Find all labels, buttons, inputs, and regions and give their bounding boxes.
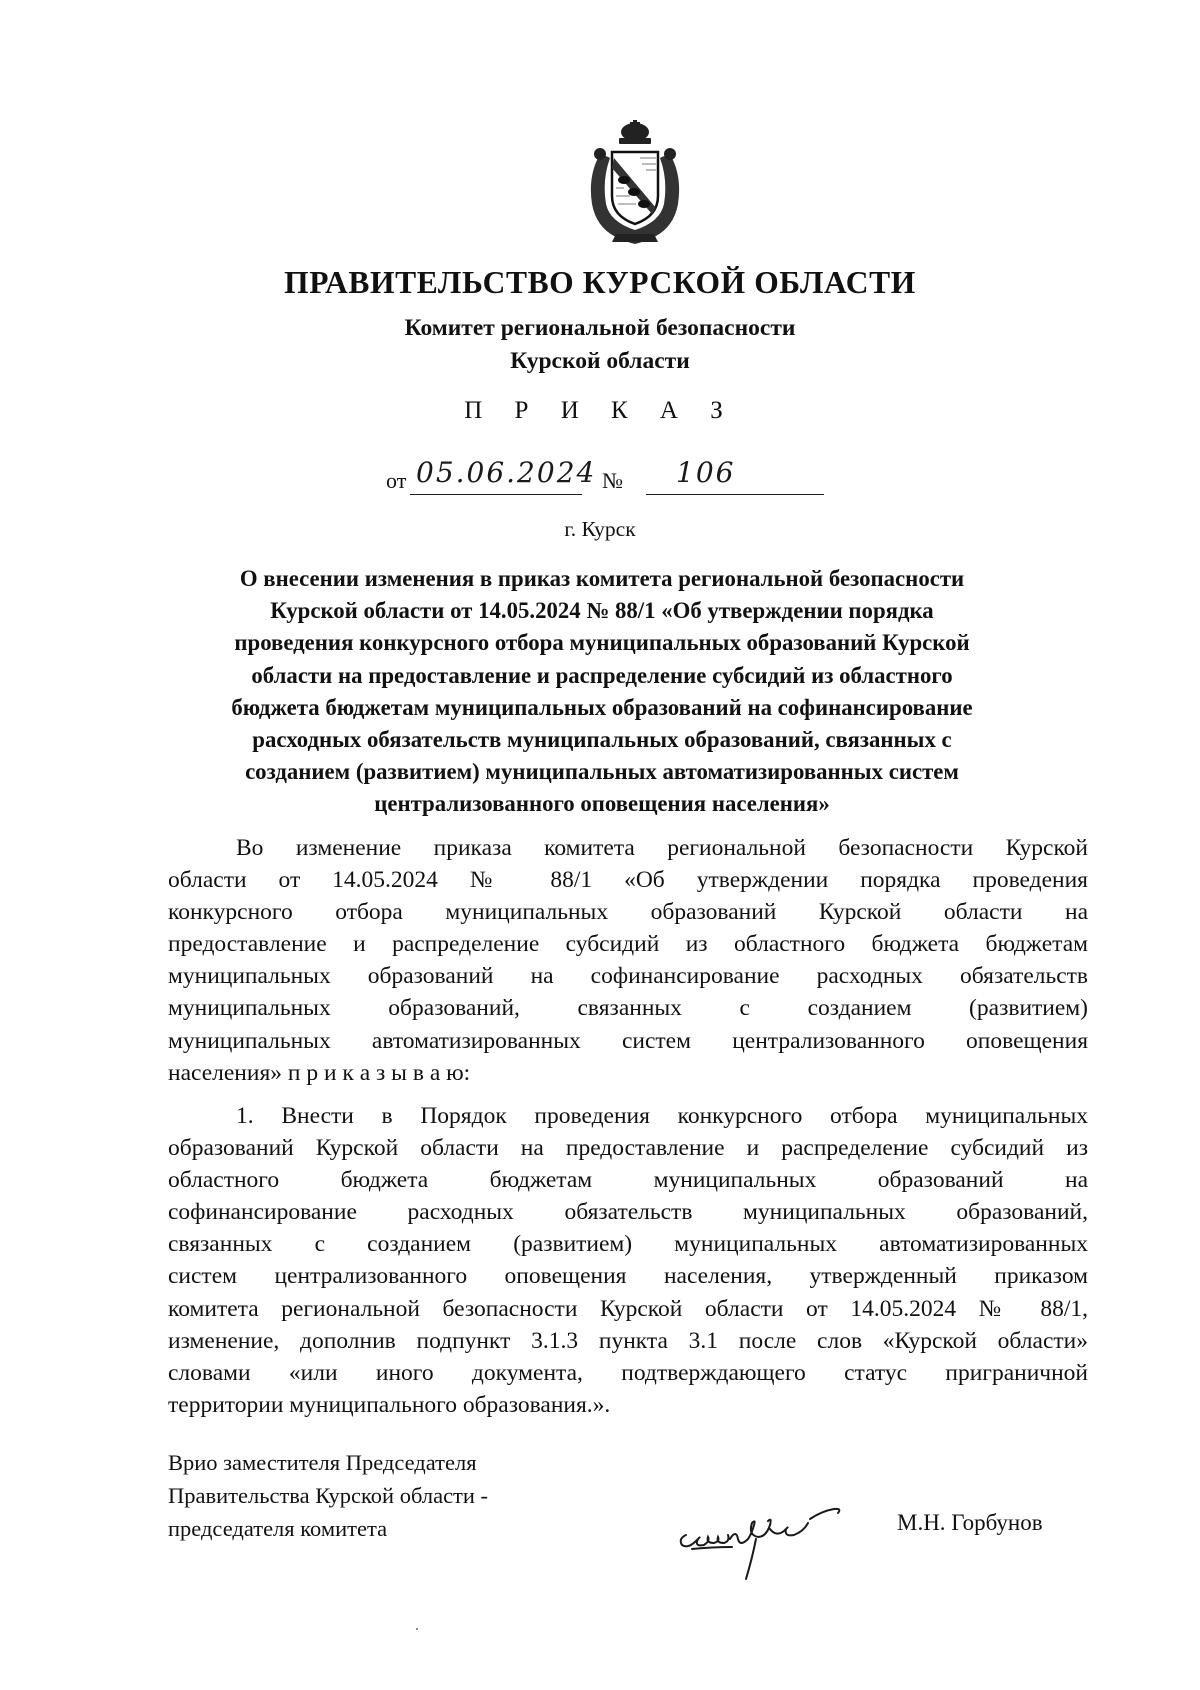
text-line: образований Курской области на предоставление и распределение субсидий из [168, 1135, 1088, 1162]
text-line: муниципальных образований на софинансирование расходных обязательств [168, 963, 1088, 990]
position-line: Правительства Курской области - [168, 1483, 489, 1508]
number-label: № [602, 468, 623, 493]
government-title: ПРАВИТЕЛЬСТВО КУРСКОЙ ОБЛАСТИ [284, 265, 916, 300]
text-line: изменение, дополнив подпункт 3.1.3 пункта 3.1 после слов «Курской области» [168, 1327, 1088, 1354]
text-line: территории муниципального образования.». [168, 1391, 611, 1418]
subject-line: проведения конкурсного отбора муниципальных образований Курской [234, 630, 970, 656]
number-underline [646, 494, 824, 495]
position-line: Врио заместителя Председателя [168, 1450, 477, 1475]
text-line: 1. Внести в Порядок проведения конкурсного отбора муниципальных [236, 1103, 1088, 1129]
subject-line: Курской области от 14.05.2024 № 88/1 «Об утверждении порядка [270, 598, 934, 624]
document-type: П Р И К А З [464, 397, 736, 424]
subject-line: централизованного оповещения населения» [374, 791, 830, 817]
subject-line: О внесении изменения в приказ комитета региональной безопасности [239, 566, 965, 591]
text-line: Во изменение приказа комитета региональной безопасности Курской [236, 835, 1088, 861]
scan-speck [416, 1628, 418, 1630]
committee-name-line: Комитет региональной безопасности [404, 315, 796, 341]
date-prefix: от [386, 468, 407, 493]
position-line: председателя комитета [168, 1516, 388, 1541]
date-underline [410, 494, 582, 495]
handwritten-signature [672, 1495, 882, 1590]
text-line: конкурсного отбора муниципальных образований Курской области на [168, 899, 1088, 926]
signer-name: М.Н. Горбунов [897, 1510, 1043, 1535]
order-subject [150, 563, 1054, 821]
subject-line: созданием (развитием) муниципальных автоматизированных систем [245, 759, 959, 785]
subject-line: области на предоставление и распределение субсидий из областного [251, 662, 953, 688]
committee-name-line: Курской области [510, 348, 690, 374]
text-line: областного бюджета бюджетам муниципальных образований на [168, 1167, 1088, 1194]
date-value: 05.06.2024 [416, 456, 597, 489]
committee-name [150, 312, 1050, 378]
text-line: словами «или иного документа, подтверждающего статус приграничной [168, 1359, 1088, 1386]
city: г. Курск [564, 517, 636, 541]
text-line: муниципальных автоматизированных систем централизованного оповещения [168, 1027, 1088, 1054]
number-value: 106 [676, 456, 736, 489]
text-line: населения» п р и к а з ы в а ю: [168, 1059, 471, 1086]
text-line: муниципальных образований, связанных с созданием (развитием) [168, 995, 1088, 1022]
item-1-paragraph [168, 1100, 1088, 1421]
text-line: систем централизованного оповещения населения, утвержденный приказом [168, 1263, 1088, 1290]
preamble-paragraph [168, 832, 1088, 1089]
subject-line: бюджета бюджетам муниципальных образований на софинансирование [231, 694, 973, 720]
text-line: комитета региональной безопасности Курской области от 14.05.2024 № 88/1, [168, 1295, 1088, 1322]
text-line: предоставление и распределение субсидий из областного бюджета бюджетам [168, 931, 1088, 958]
text-line: области от 14.05.2024 № 88/1 «Об утверждении порядка проведения [168, 867, 1088, 894]
signatory-position [168, 1446, 488, 1545]
text-line: софинансирование расходных обязательств муниципальных образований, [168, 1199, 1088, 1226]
subject-line: расходных обязательств муниципальных образований, связанных с [252, 727, 952, 753]
text-line: связанных с созданием (развитием) муниципальных автоматизированных [168, 1231, 1088, 1258]
coat-of-arms-emblem [570, 118, 700, 250]
